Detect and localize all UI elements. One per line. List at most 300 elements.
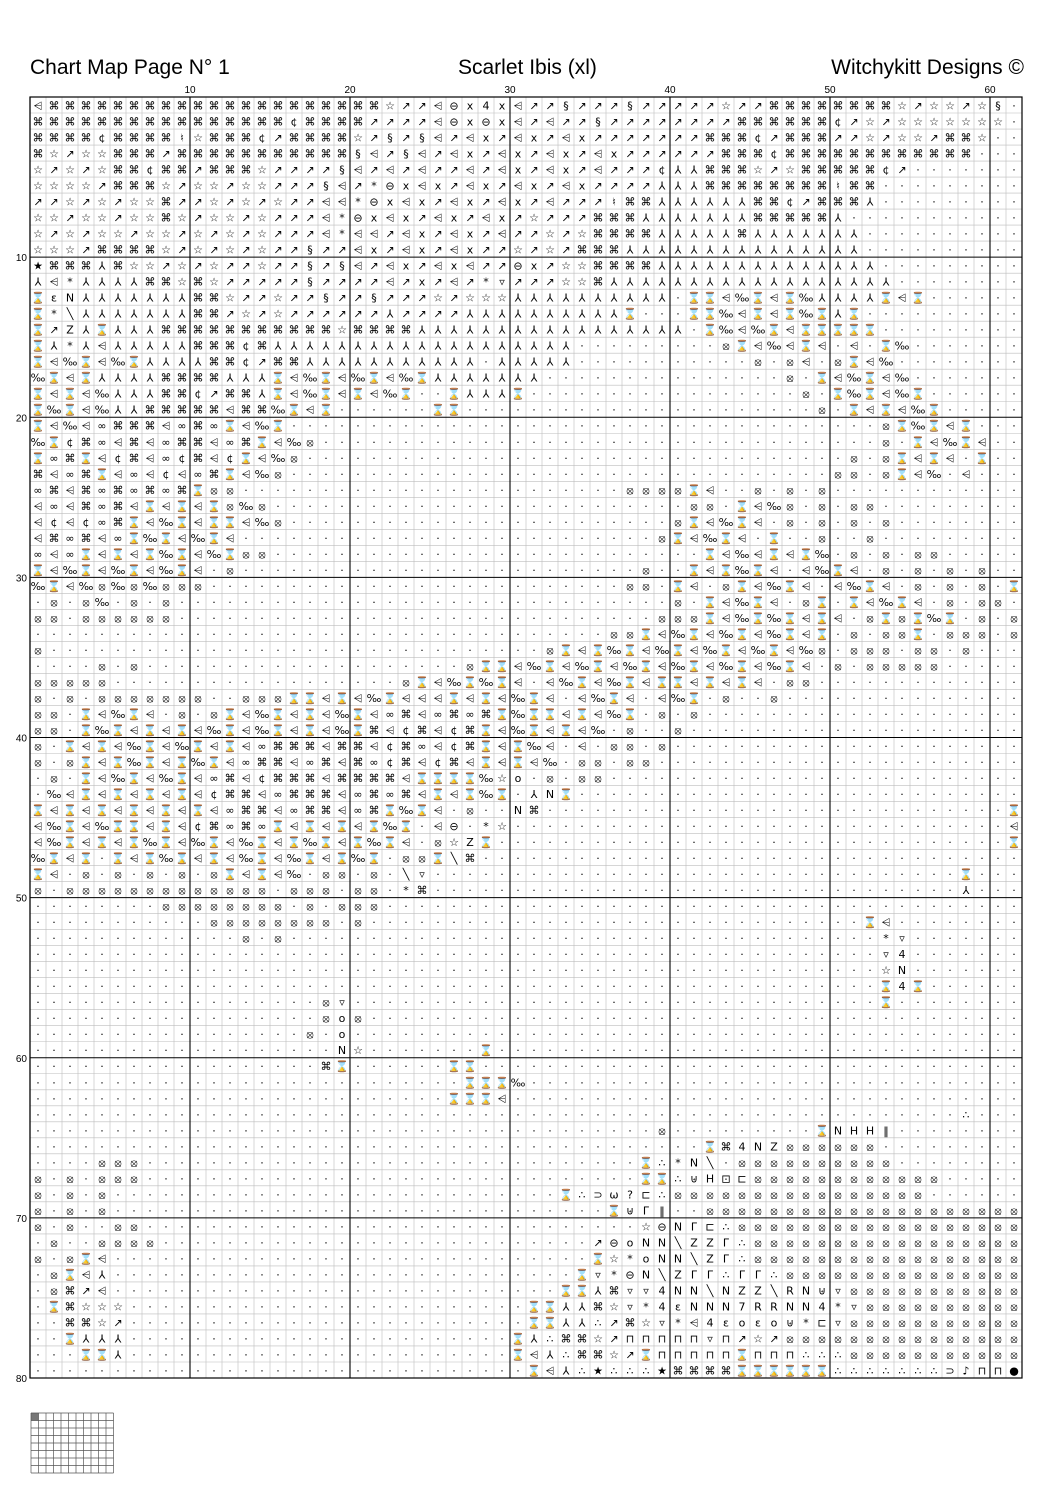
chart-symbol: ⦻ [834,1268,841,1281]
chart-symbol: ⌘ [65,1300,76,1313]
chart-symbol: ⌘ [273,116,284,129]
chart-symbol: ⩤ [882,916,891,929]
chart-symbol: ↗ [65,148,74,161]
chart-symbol: · [548,1012,552,1025]
chart-symbol: · [964,244,968,257]
chart-symbol: · [756,1060,760,1073]
chart-symbol: ⅄ [115,372,122,385]
chart-symbol: ⩤ [290,820,299,833]
chart-symbol: · [644,1028,648,1041]
chart-symbol: · [292,1124,296,1137]
chart-row [33,228,1016,241]
chart-symbol: · [772,772,776,785]
chart-symbol: · [692,1092,696,1105]
chart-symbol: · [500,1268,504,1281]
chart-symbol: ⌛ [111,852,125,865]
chart-symbol: ⌘ [353,324,364,337]
chart-symbol: ⌛ [287,404,301,417]
chart-symbol: · [596,868,600,881]
chart-symbol: · [580,548,584,561]
chart-symbol: · [516,468,520,481]
chart-symbol: ⦻ [50,724,57,737]
chart-symbol: ⦻ [818,644,825,657]
chart-symbol: · [580,900,584,913]
chart-symbol: ⌛ [943,612,957,625]
chart-symbol: · [244,644,248,657]
chart-symbol: ⌘ [209,116,220,129]
chart-symbol: ⩤ [786,644,795,657]
chart-symbol: ⦻ [882,1300,889,1313]
chart-symbol: · [132,1044,136,1057]
chart-symbol: ⌛ [335,852,349,865]
chart-symbol: ⦻ [642,564,649,577]
chart-symbol: ⦻ [402,676,409,689]
chart-symbol: · [852,1028,856,1041]
chart-symbol: · [804,788,808,801]
chart-symbol: · [196,1348,200,1361]
chart-symbol: ⌘ [257,324,268,337]
chart-symbol: · [932,308,936,321]
chart-symbol: ⦻ [274,516,281,529]
chart-symbol: ⌛ [687,484,701,497]
chart-symbol: · [740,852,744,865]
chart-symbol: ⦻ [546,644,553,657]
chart-symbol: · [884,500,888,513]
chart-symbol: · [884,1028,888,1041]
chart-symbol: ↗ [177,180,186,193]
chart-symbol: · [708,916,712,929]
chart-symbol: ⌘ [193,404,204,417]
chart-symbol: · [532,564,536,577]
chart-symbol: ⌛ [335,1060,349,1073]
chart-symbol: · [660,1044,664,1057]
chart-symbol: · [628,1156,632,1169]
chart-symbol: ⅄ [723,228,730,241]
chart-symbol: ↗ [737,99,746,112]
chart-symbol: · [596,404,600,417]
chart-symbol: · [324,1348,328,1361]
chart-symbol: ⌘ [161,164,172,177]
chart-symbol: · [676,756,680,769]
chart-symbol: ⩤ [66,372,75,385]
chart-symbol: N [786,1300,794,1313]
chart-symbol: · [404,1140,408,1153]
chart-symbol: Z [674,1268,682,1281]
chart-symbol: · [708,692,712,705]
chart-symbol: · [964,452,968,465]
chart-symbol: · [724,996,728,1009]
chart-symbol: ⌛ [447,1092,461,1105]
chart-symbol: ⌛ [591,644,605,657]
chart-symbol: · [244,996,248,1009]
chart-symbol: · [164,708,168,721]
chart-symbol: · [340,1108,344,1121]
chart-symbol: · [468,1012,472,1025]
chart-symbol: ⌛ [927,452,941,465]
chart-symbol: ⦻ [882,1188,889,1201]
chart-symbol: · [436,1124,440,1137]
chart-symbol: · [772,884,776,897]
chart-symbol: ⦻ [594,772,601,785]
chart-symbol: ⌛ [1007,804,1021,817]
chart-symbol: ‰ [895,372,910,385]
chart-symbol: ⌘ [177,484,188,497]
chart-symbol: · [548,916,552,929]
chart-symbol: Γ [739,1268,746,1281]
chart-symbol: ‰ [703,532,718,545]
chart-symbol: ⩤ [50,468,59,481]
chart-row [33,484,1015,497]
chart-symbol: ⌘ [833,164,844,177]
chart-symbol: · [100,1028,104,1041]
chart-symbol: ⌛ [143,724,157,737]
chart-symbol: · [308,452,312,465]
chart-symbol: · [1012,500,1016,513]
chart-symbol: · [116,1124,120,1137]
chart-symbol: ⌘ [785,116,796,129]
chart-symbol: · [916,756,920,769]
chart-symbol: ⌘ [161,212,172,225]
chart-symbol: · [852,1076,856,1089]
chart-symbol: · [436,948,440,961]
chart-symbol: ↗ [369,132,378,145]
chart-symbol: ⅄ [355,340,362,353]
chart-symbol: · [676,708,680,721]
chart-symbol: ⌘ [65,99,76,112]
chart-symbol: · [484,452,488,465]
chart-symbol: · [660,596,664,609]
chart-symbol: · [836,788,840,801]
chart-symbol: ⌛ [847,356,861,369]
chart-symbol: · [468,884,472,897]
chart-symbol: · [356,580,360,593]
chart-symbol: · [900,1060,904,1073]
chart-symbol: ⌘ [209,324,220,337]
chart-symbol: · [980,804,984,817]
chart-symbol: ⌛ [911,980,925,993]
chart-symbol: · [996,548,1000,561]
chart-symbol: · [308,868,312,881]
chart-symbol: · [580,580,584,593]
chart-symbol: x [371,212,378,225]
chart-symbol: ⩤ [146,804,155,817]
chart-symbol: · [484,484,488,497]
chart-symbol: · [148,1172,152,1185]
chart-symbol: · [820,836,824,849]
chart-symbol: ↗ [289,260,298,273]
chart-symbol: · [52,660,56,673]
chart-symbol: · [484,532,488,545]
chart-symbol: ↗ [241,292,250,305]
chart-symbol: ⩤ [722,676,731,689]
chart-symbol: ⌛ [687,516,701,529]
chart-symbol: · [52,996,56,1009]
chart-symbol: · [612,532,616,545]
chart-symbol: · [452,1028,456,1041]
chart-symbol: · [436,1220,440,1233]
chart-symbol: · [964,1188,968,1201]
chart-symbol: · [900,804,904,817]
chart-symbol: ⅄ [147,292,154,305]
chart-symbol: ⅄ [627,244,634,257]
chart-symbol: · [612,804,616,817]
chart-symbol: · [244,1108,248,1121]
chart-row [31,372,1016,385]
chart-symbol: ⩤ [402,772,411,785]
chart-symbol: ⌘ [305,132,316,145]
chart-symbol: · [724,884,728,897]
chart-symbol: ⅄ [691,212,698,225]
chart-symbol: · [580,916,584,929]
chart-symbol: ⌘ [177,324,188,337]
chart-symbol: · [116,1060,120,1073]
chart-symbol: · [68,916,72,929]
chart-symbol: · [196,708,200,721]
chart-symbol: · [532,1284,536,1297]
chart-symbol: ⌘ [129,164,140,177]
chart-symbol: 4 [899,980,906,993]
chart-symbol: ⌛ [319,404,333,417]
chart-symbol: ⅄ [483,340,490,353]
chart-symbol: ⌘ [609,244,620,257]
chart-row [33,148,1016,161]
chart-symbol: · [692,884,696,897]
chart-symbol: § [339,260,345,273]
chart-symbol: ⩤ [562,660,571,673]
chart-symbol: ⅄ [131,404,138,417]
chart-symbol: · [468,532,472,545]
chart-symbol: · [164,628,168,641]
chart-symbol: · [820,724,824,737]
chart-symbol: ⩤ [498,148,507,161]
chart-symbol: · [468,564,472,577]
chart-symbol: · [468,1220,472,1233]
chart-symbol: ⌛ [543,1316,557,1329]
chart-symbol: ⌘ [353,116,364,129]
chart-symbol: · [708,948,712,961]
chart-symbol: ⌘ [353,740,364,753]
chart-symbol: ⦻ [66,1172,73,1185]
chart-symbol: ⅄ [515,324,522,337]
chart-symbol: · [180,1236,184,1249]
chart-symbol: ⌛ [975,452,989,465]
chart-symbol: ⌘ [273,756,284,769]
chart-symbol: ⦻ [1010,1236,1017,1249]
chart-symbol: ⌘ [913,148,924,161]
chart-symbol: · [628,1124,632,1137]
chart-symbol: ⌛ [815,596,829,609]
chart-symbol: · [772,948,776,961]
chart-symbol: ↗ [433,244,442,257]
chart-symbol: ⩤ [210,452,219,465]
chart-symbol: · [180,1188,184,1201]
chart-symbol: · [148,1300,152,1313]
chart-symbol: ⩤ [130,548,139,561]
chart-symbol: ⌘ [289,788,300,801]
chart-symbol: ⌛ [767,548,781,561]
chart-symbol: ⌛ [735,516,749,529]
chart-symbol: · [36,1092,40,1105]
chart-symbol: ♮ [836,180,840,193]
chart-symbol: ⦻ [866,1156,873,1169]
chart-symbol: ⦻ [754,1252,761,1265]
chart-symbol: · [436,884,440,897]
chart-symbol: · [196,644,200,657]
chart-symbol: ⩤ [114,804,123,817]
chart-symbol: · [308,532,312,545]
chart-symbol: · [468,932,472,945]
chart-symbol: ∞ [161,452,170,465]
chart-symbol: · [436,660,440,673]
chart-symbol: · [852,692,856,705]
chart-symbol: · [660,516,664,529]
chart-symbol: · [948,1076,952,1089]
chart-symbol: · [644,692,648,705]
chart-symbol: · [484,1140,488,1153]
chart-symbol: · [692,1140,696,1153]
chart-symbol: · [148,1012,152,1025]
chart-symbol: · [388,1028,392,1041]
chart-symbol: · [452,628,456,641]
chart-symbol: · [372,1204,376,1217]
chart-symbol: ⌛ [271,820,285,833]
chart-symbol: ⌛ [431,404,445,417]
chart-symbol: ⦻ [114,1156,121,1169]
chart-symbol: · [932,1108,936,1121]
chart-symbol: ⦻ [82,884,89,897]
chart-symbol: ⌛ [527,692,541,705]
chart-symbol: ↗ [593,196,602,209]
chart-symbol: · [980,388,984,401]
chart-symbol: · [708,788,712,801]
chart-symbol: ⌛ [159,532,173,545]
chart-symbol: · [244,564,248,577]
chart-symbol: · [420,964,424,977]
chart-symbol: ↗ [273,180,282,193]
chart-symbol: · [532,1028,536,1041]
chart-symbol: · [772,1124,776,1137]
chart-symbol: · [916,260,920,273]
chart-symbol: · [276,964,280,977]
chart-symbol: · [340,1220,344,1233]
chart-symbol: x [467,196,474,209]
chart-symbol: · [228,644,232,657]
chart-symbol: ⩤ [146,820,155,833]
chart-symbol: ☆ [497,292,507,305]
chart-symbol: · [372,484,376,497]
chart-symbol: · [916,788,920,801]
chart-symbol: ∴ [563,1348,570,1361]
chart-symbol: ⩤ [66,484,75,497]
chart-symbol: · [516,1124,520,1137]
chart-symbol: ☆ [257,228,267,241]
chart-symbol: · [932,804,936,817]
chart-symbol: · [612,980,616,993]
chart-symbol: ⌛ [527,1300,541,1313]
chart-symbol: ⦻ [242,916,249,929]
chart-symbol: · [708,1076,712,1089]
chart-symbol: ⩤ [898,404,907,417]
chart-symbol: · [164,1300,168,1313]
chart-symbol: · [292,468,296,481]
chart-symbol: · [356,1348,360,1361]
chart-symbol: · [404,948,408,961]
chart-symbol: ⩤ [290,372,299,385]
chart-symbol: ☆ [993,116,1003,129]
chart-symbol: § [339,164,345,177]
chart-symbol: · [708,708,712,721]
chart-symbol: · [388,580,392,593]
chart-symbol: · [596,948,600,961]
chart-symbol: · [212,932,216,945]
chart-symbol: ⌘ [161,196,172,209]
chart-symbol: · [852,484,856,497]
chart-symbol: ☆ [257,212,267,225]
chart-symbol: · [916,948,920,961]
chart-symbol: ⩤ [274,868,283,881]
chart-symbol: o [515,772,522,785]
chart-symbol: · [548,1172,552,1185]
chart-symbol: ⅄ [691,228,698,241]
chart-symbol: ⊏ [705,1220,714,1233]
chart-symbol: ‰ [911,404,926,417]
chart-symbol: ↗ [545,276,554,289]
chart-symbol: · [436,1204,440,1217]
chart-symbol: ⦻ [898,612,905,625]
chart-symbol: · [36,980,40,993]
chart-symbol: ∞ [65,532,74,545]
chart-symbol: ⦻ [34,692,41,705]
chart-symbol: ‰ [895,340,910,353]
chart-symbol: · [244,1348,248,1361]
chart-symbol: · [852,756,856,769]
chart-symbol: ⦻ [754,1220,761,1233]
chart-symbol: · [196,980,200,993]
chart-symbol: ⌘ [65,132,76,145]
chart-symbol: ↗ [849,116,858,129]
chart-symbol: · [100,1220,104,1233]
chart-symbol: · [612,932,616,945]
chart-symbol: ⩤ [562,132,571,145]
chart-symbol: · [308,1236,312,1249]
chart-symbol: ☆ [257,260,267,273]
chart-symbol: ⌛ [847,308,861,321]
chart-symbol: · [420,900,424,913]
chart-symbol: ⩤ [114,468,123,481]
chart-symbol: ⦻ [786,516,793,529]
chart-symbol: · [964,500,968,513]
chart-symbol: · [964,980,968,993]
chart-symbol: · [276,996,280,1009]
chart-symbol: ⦻ [818,1252,825,1265]
chart-symbol: ⩤ [50,564,59,577]
chart-symbol: · [596,1028,600,1041]
chart-symbol: · [532,676,536,689]
chart-symbol: · [612,852,616,865]
chart-symbol: · [260,644,264,657]
chart-symbol: · [628,1012,632,1025]
chart-symbol: · [980,1028,984,1041]
chart-symbol: ⅄ [563,340,570,353]
chart-symbol: § [307,244,313,257]
chart-symbol: · [1012,1124,1016,1137]
chart-symbol: · [244,1140,248,1153]
chart-symbol: ⅄ [131,276,138,289]
chart-symbol: ⊓ [626,1332,635,1345]
chart-symbol: R [770,1300,778,1313]
chart-symbol: ⌛ [767,532,781,545]
chart-symbol: ‰ [111,564,126,577]
